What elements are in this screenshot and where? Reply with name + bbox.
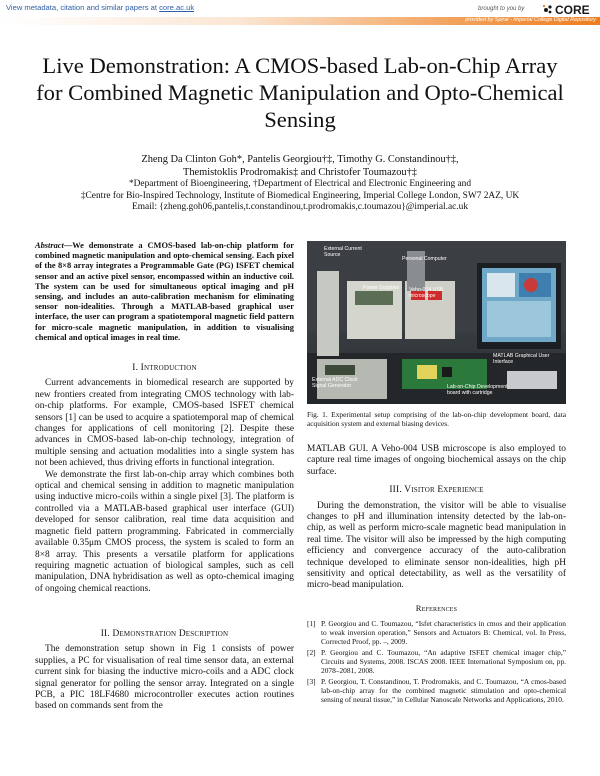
paper-title: Live Demonstration: A CMOS-based Lab-on-Chip Array for Combined Magnetic Manipulation and Opto-Chemical Sensing — [36, 53, 564, 132]
label-external-current-source: External Current Source — [324, 246, 362, 258]
reference-number: [2] — [307, 648, 316, 657]
author-list — [40, 153, 560, 179]
affiliations — [30, 179, 570, 214]
demo-paragraph: The demonstration setup shown in Fig 1 consists of power supplies, a PC for visualisation of real time sensor data, an external current sink for biasing the inductive micro-coils and a ADC clock signal generator for polling the sensor array. Integrated on a single PCB, a PIC 18LF4680 microcontroller executes action routines based on commands sent from the — [35, 644, 294, 712]
label-personal-computer: Personal Computer — [402, 256, 447, 262]
core-provided-text: provided by Spiral - Imperial College Digital Repository — [465, 17, 596, 23]
affiliation-line-2: ‡Centre for Bio-Inspired Technology, Institute of Biomedical Engineering, Imperial College London, SW7 2AZ, UK — [80, 190, 520, 201]
right-column-text — [307, 444, 566, 592]
reference-item — [307, 619, 566, 646]
core-metadata-link[interactable] — [6, 3, 194, 12]
reference-item — [307, 677, 566, 704]
author-line-2: Themistoklis Prodromakis‡ and Christofer Toumazou†‡ — [183, 167, 417, 178]
demo-continued-paragraph: MATLAB GUI. A Veho-004 USB microscope is also employed to capture real time images of ongoing biochemical assays on the chip surface. — [307, 444, 566, 477]
label-adc-clock-generator: External ADC Clock Signal Generator — [312, 377, 358, 389]
reference-text: P. Georgiou, T. Constandinou, T. Prodromakis, and C. Toumazou, “A cmos-based lab-on-chip array for the combined magnetic stimulation and opto-chemical sensing of neural tissue,” in Cellular Nanoscale Networks and Applications, 2010. — [321, 677, 566, 704]
core-link-site[interactable]: core.ac.uk — [159, 3, 195, 12]
section-heading-demonstration: II. Demonstration Description — [100, 629, 229, 639]
visitor-paragraph: During the demonstration, the visitor will be able to visualise changes to pH and illumination intensity detected by the lab-on-chip, as well as perform micro-scale magnetic bead manipulation in real time. The visitor will also be impressed by the high computing efficiency and convergence accuracy of the auto-calibration technique developed to eliminate sensor non-idealities, high pH sensitivity and optical detectability, as well as the versatility of micro-bead manipulation. — [307, 500, 566, 591]
email-line: Email: {zheng.goh06,pantelis,t.constandinou,t.prodromakis,c.toumazou}@imperial.ac.uk — [131, 202, 469, 212]
references-section — [307, 604, 566, 706]
section-heading-references: References — [415, 603, 458, 613]
affiliation-line-1: *Department of Bioengineering, †Department of Electrical and Electronic Engineering and — [128, 179, 472, 189]
reference-number: [3] — [307, 677, 316, 686]
core-banner — [0, 0, 600, 17]
reference-number: [1] — [307, 619, 316, 628]
section-heading-visitor-experience: III. Visitor Experience — [389, 485, 484, 496]
intro-paragraph-2: We demonstrate the first lab-on-chip array which combines both optical and chemical sensing in addition to magnetic manipulation using inductive micro-coils within a single pixel [3]. The platform is controlled via a MATLAB-based graphical user interface (GUI) developed for sensor calibration, real time data acquisition and magnetic field pattern programming. Fabricated in commercially available 0.35μm CMOS process, the system is scaled to form an 8×8 array. This presents a versatile platform for applications requiring magnetic actuation of biological samples, such as cell manipulation, DNA hybridisation as well as opto-chemical imaging of ongoing chemical reactions. — [35, 469, 294, 594]
reference-item — [307, 648, 566, 675]
core-brought-text: brought to you by — [478, 6, 525, 12]
abstract-text: We demonstrate a CMOS-based lab-on-chip platform for combined magnetic manipulation and opto-chemical sensing. Each pixel of the 8×8 array integrates a Programmable Gate (PG) ISFET chemical sensor and an active pixel sensor, encompassed within an inductive coil. The system can be used for simultaneous optical imaging and pH sensing, and includes an auto-calibration mechanism for eliminating sensor non-idealities. Through a MATLAB-based graphical user interface, the user can program a spatiotemporal magnetic field pattern for micro-scale magnetic manipulation, in addition to visualising chemical and optical images in real time. — [35, 241, 294, 342]
intro-paragraph-1: Current advancements in biomedical research are supported by new frontiers created from integrating CMOS technology with lab-on-chip platforms. For example, CMOS-based ISFET chemical sensors [1] can be used to acquire a spatiotemporal map of chemical changes for applications of cell monitoring [2]. Despite these advances in CMOS-based lab-on-chip technology, integration of multiple sensing and actuation modalities into a single system has not been achieved, thus driving efforts in functional integration. — [35, 378, 294, 469]
section-heading-introduction: I. Introduction — [132, 363, 197, 373]
core-logo-text: CORE — [555, 3, 590, 16]
label-development-board: Lab-on-Chip Development board with cartridge — [447, 384, 508, 396]
core-logo-icon[interactable] — [540, 1, 596, 16]
author-line-1: Zheng Da Clinton Goh*, Pantelis Georgiou†‡, Timothy G. Constandinou†‡, — [141, 154, 459, 165]
demonstration-section — [35, 629, 294, 713]
label-power-supplies: Power Supplies — [363, 285, 400, 291]
abstract-label: Abstract— — [35, 241, 73, 250]
reference-text: P. Georgiou and C. Toumazou, “Isfet characteristics in cmos and their application to weak inversion operation,” Sensors and Actuators B: Chemical, vol. In Press, Corrected Proof, pp. –, 2009. — [321, 619, 566, 646]
figure-1-caption: Fig. 1. Experimental setup comprising of the lab-on-chip development board, data acquisition system and external biasing devices. — [307, 410, 566, 428]
abstract — [35, 241, 294, 343]
label-matlab-gui: MATLAB Graphical User Interface — [493, 353, 550, 365]
reference-text: P. Georgiou and C. Toumazou, “An adaptive ISFET chemical imager chip,” Circuits and Systems, 2008. ISCAS 2008. IEEE International Symposium on, pp. 2078–2081, 2008. — [321, 648, 566, 675]
core-provided-bar — [0, 17, 600, 25]
core-link-prefix: View metadata, citation and similar papers at — [6, 3, 160, 12]
figure-1-photo — [307, 241, 566, 404]
introduction-section — [35, 363, 294, 595]
label-usb-microscope: Veho-004 USB microscope — [409, 287, 444, 299]
